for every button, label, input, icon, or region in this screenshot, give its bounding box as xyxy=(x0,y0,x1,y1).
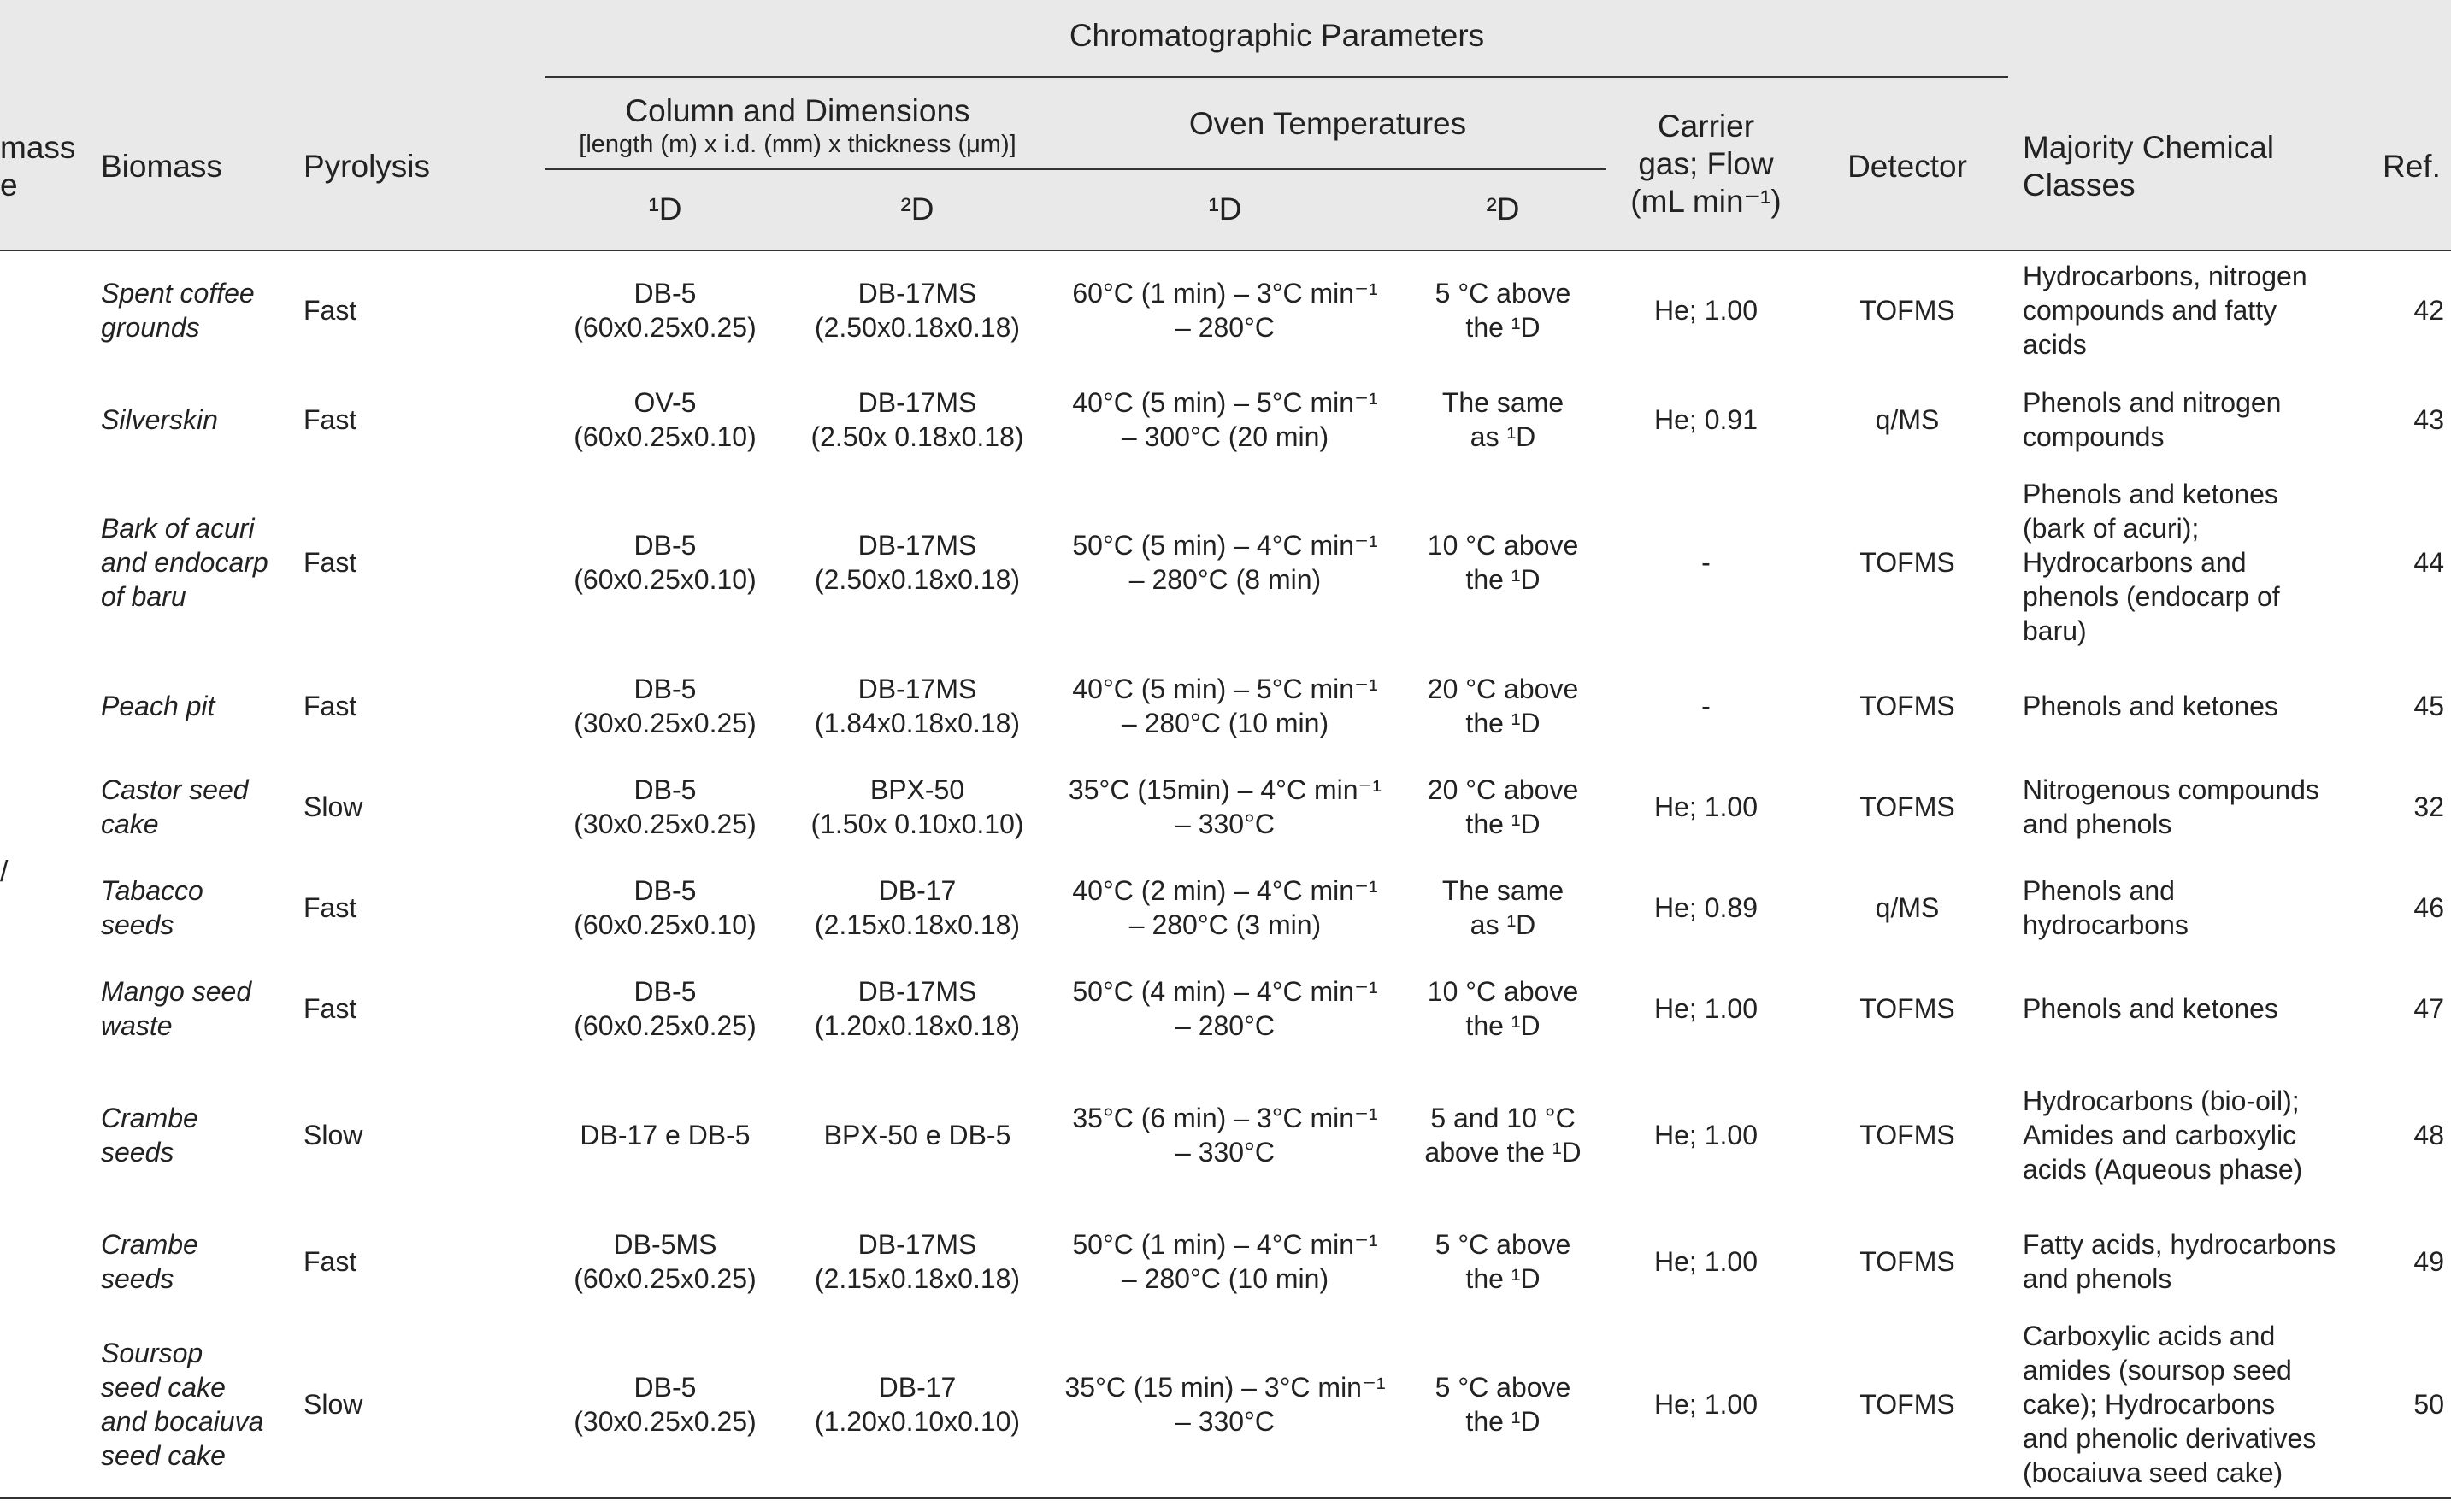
cell-line: compounds xyxy=(2023,421,2165,452)
cell-line: 5 °C above xyxy=(1435,1372,1571,1403)
cell-line: the ¹D xyxy=(1465,1263,1541,1294)
cell-line: – 300°C (20 min) xyxy=(1121,421,1329,452)
cell-text: 43 xyxy=(2413,404,2444,435)
cell-line: DB-17MS xyxy=(857,1229,977,1260)
cell-line: BPX-50 e DB-5 xyxy=(823,1120,1011,1150)
cell-line: (bark of acuri); xyxy=(2023,513,2200,544)
cell-line: Phenols and ketones xyxy=(2023,993,2278,1024)
cell-col-2d xyxy=(785,861,1050,955)
cell-ref xyxy=(2383,861,2451,955)
cell-oven-1d xyxy=(1050,962,1400,1056)
header-pyrolysis: Pyrolysis xyxy=(303,149,431,184)
cell-text: 47 xyxy=(2413,993,2444,1024)
cell-text: He; 1.00 xyxy=(1654,791,1758,822)
rule-header-bottom xyxy=(0,250,2451,251)
cell-line: – 280°C (8 min) xyxy=(1128,564,1322,595)
cell-text: He; 1.00 xyxy=(1654,1389,1758,1420)
cell-text: TOFMS xyxy=(1859,295,1955,326)
cell-carrier xyxy=(1606,1319,1806,1490)
cell-ref xyxy=(2383,1210,2451,1313)
cell-ref xyxy=(2383,255,2451,366)
cell-line: Hydrocarbons and xyxy=(2023,547,2247,578)
cell-text: - xyxy=(1701,547,1711,578)
cell-biomass xyxy=(101,1067,289,1203)
cell-line: waste xyxy=(101,1010,173,1041)
cell-line: DB-17MS xyxy=(857,530,977,561)
cell-line: Bark of acuri xyxy=(101,513,255,544)
cell-classes xyxy=(2023,368,2373,471)
cell-line: the ¹D xyxy=(1465,1010,1541,1041)
cell-line: 5 °C above xyxy=(1435,1229,1571,1260)
cell-col-1d xyxy=(545,659,785,753)
cell-text: TOFMS xyxy=(1859,993,1955,1024)
cell-line: – 280°C (10 min) xyxy=(1121,708,1329,738)
cell-line: 50°C (1 min) – 4°C min⁻¹ xyxy=(1072,1229,1378,1260)
cell-line: Peach pit xyxy=(101,691,215,721)
cell-col-2d xyxy=(785,659,1050,753)
cell-biomass xyxy=(101,659,289,753)
cell-col-1d xyxy=(545,255,785,366)
cell-detector xyxy=(1806,962,2008,1056)
cell-line: Tabacco xyxy=(101,875,203,906)
header-oven-temperatures: Oven Temperatures xyxy=(1188,106,1467,141)
cell-oven-1d xyxy=(1050,1210,1400,1313)
cell-detector xyxy=(1806,255,2008,366)
cell-line: DB-5 xyxy=(633,976,697,1007)
header-carrier-gas-flow: Carrier gas; Flow (mL min⁻¹) xyxy=(1630,109,1782,219)
cell-biomass xyxy=(101,1210,289,1313)
cell-text: He; 1.00 xyxy=(1654,993,1758,1024)
cell-text: 42 xyxy=(2413,295,2444,326)
cell-ref xyxy=(2383,760,2451,854)
cell-line: seeds xyxy=(101,1263,174,1294)
cell-text: Slow xyxy=(303,1120,363,1150)
cell-line: and phenolic derivatives xyxy=(2023,1423,2317,1454)
cell-line: DB-17 xyxy=(878,1372,957,1403)
cell-line: – 280°C (10 min) xyxy=(1121,1263,1329,1294)
cell-line: 20 °C above xyxy=(1427,774,1579,805)
cell-classes xyxy=(2023,861,2373,955)
cell-carrier xyxy=(1606,477,1806,648)
cell-line: Soursop xyxy=(101,1338,203,1368)
cell-line: – 330°C xyxy=(1175,809,1275,839)
cell-pyrolysis xyxy=(303,1067,474,1203)
cell-line: Amides and carboxylic xyxy=(2023,1120,2297,1150)
cell-pyrolysis xyxy=(303,962,474,1056)
cell-line: and endocarp xyxy=(101,547,268,578)
cell-oven-2d xyxy=(1400,962,1606,1056)
cell-col-2d xyxy=(785,962,1050,1056)
cell-line: (30x0.25x0.25) xyxy=(574,1406,757,1437)
cell-text: q/MS xyxy=(1875,892,1940,923)
cell-carrier xyxy=(1606,1210,1806,1313)
cell-ref xyxy=(2383,368,2451,471)
cell-biomass xyxy=(101,962,289,1056)
rule-table-bottom xyxy=(0,1497,2451,1499)
cell-line: 10 °C above xyxy=(1427,530,1579,561)
cell-text: - xyxy=(1701,691,1711,721)
cell-line: and phenols xyxy=(2023,1263,2172,1294)
header-biomass-type-partial: mass e xyxy=(0,130,76,203)
cell-line: (1.20x0.18x0.18) xyxy=(814,1010,1021,1041)
cell-line: 40°C (5 min) – 5°C min⁻¹ xyxy=(1072,674,1378,704)
cell-line: 5 and 10 °C xyxy=(1430,1103,1576,1133)
cell-line: 35°C (15 min) – 3°C min⁻¹ xyxy=(1064,1372,1386,1403)
cell-ref xyxy=(2383,1067,2451,1203)
cell-line: – 280°C (3 min) xyxy=(1128,909,1322,940)
cell-col-1d xyxy=(545,1319,785,1490)
cell-oven-1d xyxy=(1050,1319,1400,1490)
cell-text: q/MS xyxy=(1875,404,1940,435)
cell-col-1d xyxy=(545,368,785,471)
cell-detector xyxy=(1806,477,2008,648)
cell-line: DB-17MS xyxy=(857,674,977,704)
cell-ref xyxy=(2383,1319,2451,1490)
cell-text: TOFMS xyxy=(1859,791,1955,822)
cell-line: – 280°C xyxy=(1175,312,1275,343)
cell-line: (2.15x0.18x0.18) xyxy=(814,1263,1021,1294)
cell-col-2d xyxy=(785,368,1050,471)
cell-biomass xyxy=(101,477,289,648)
cell-line: OV-5 xyxy=(633,387,697,418)
cell-line: cake); Hydrocarbons xyxy=(2023,1389,2276,1420)
cell-carrier xyxy=(1606,368,1806,471)
cell-col-1d xyxy=(545,760,785,854)
cell-biomass xyxy=(101,861,289,955)
cell-line: (60x0.25x0.25) xyxy=(574,1263,757,1294)
cell-biomass xyxy=(101,1319,289,1490)
cell-oven-2d xyxy=(1400,861,1606,955)
cell-text: 48 xyxy=(2413,1120,2444,1150)
cell-text: TOFMS xyxy=(1859,547,1955,578)
cell-text: 50 xyxy=(2413,1389,2444,1420)
cell-line: (60x0.25x0.25) xyxy=(574,312,757,343)
header-oven-2d: ²D xyxy=(1486,191,1520,227)
cell-col-2d xyxy=(785,1319,1050,1490)
header-majority-chemical-classes: Majority Chemical Classes xyxy=(2023,130,2275,203)
cell-col-2d xyxy=(785,760,1050,854)
cell-detector xyxy=(1806,760,2008,854)
cell-line: seeds xyxy=(101,909,174,940)
cell-col-1d xyxy=(545,962,785,1056)
cell-pyrolysis xyxy=(303,659,474,753)
cell-line: DB-5 xyxy=(633,530,697,561)
cell-col-2d xyxy=(785,1210,1050,1313)
cell-carrier xyxy=(1606,861,1806,955)
cell-line: (60x0.25x0.10) xyxy=(574,421,757,452)
cell-oven-2d xyxy=(1400,368,1606,471)
cell-text: He; 1.00 xyxy=(1654,1120,1758,1150)
cell-line: 20 °C above xyxy=(1427,674,1579,704)
cell-detector xyxy=(1806,659,2008,753)
cell-col-1d xyxy=(545,477,785,648)
cell-line: (2.50x 0.18x0.18) xyxy=(810,421,1024,452)
cell-line: DB-5MS xyxy=(613,1229,717,1260)
cell-text: TOFMS xyxy=(1859,1389,1955,1420)
cell-line: Crambe xyxy=(101,1229,198,1260)
cell-text: He; 1.00 xyxy=(1654,295,1758,326)
cell-line: Crambe xyxy=(101,1103,198,1133)
cell-line: Fatty acids, hydrocarbons xyxy=(2023,1229,2336,1260)
cell-pyrolysis xyxy=(303,1319,474,1490)
cell-text: Slow xyxy=(303,791,363,822)
cell-line: hydrocarbons xyxy=(2023,909,2189,940)
cell-line: (2.50x0.18x0.18) xyxy=(814,564,1021,595)
cell-carrier xyxy=(1606,962,1806,1056)
cell-col-2d xyxy=(785,1067,1050,1203)
cell-oven-2d xyxy=(1400,1067,1606,1203)
cell-line: seed cake xyxy=(101,1440,226,1471)
cell-line: Carboxylic acids and xyxy=(2023,1321,2276,1351)
cell-line: phenols (endocarp of xyxy=(2023,581,2280,612)
cell-detector xyxy=(1806,368,2008,471)
cell-pyrolysis xyxy=(303,255,474,366)
cell-line: DB-17MS xyxy=(857,387,977,418)
cell-text: Fast xyxy=(303,547,357,578)
cell-line: Spent coffee xyxy=(101,278,255,309)
cell-text: Fast xyxy=(303,404,357,435)
cell-line: 10 °C above xyxy=(1427,976,1579,1007)
cell-line: Phenols and nitrogen xyxy=(2023,387,2282,418)
cell-oven-2d xyxy=(1400,477,1606,648)
cell-line: baru) xyxy=(2023,615,2087,646)
cell-line: 35°C (15min) – 4°C min⁻¹ xyxy=(1068,774,1382,805)
cell-line: and phenols xyxy=(2023,809,2172,839)
cell-pyrolysis xyxy=(303,1210,474,1313)
cell-pyrolysis xyxy=(303,477,474,648)
cell-line: (2.15x0.18x0.18) xyxy=(814,909,1021,940)
cell-line: compounds and fatty xyxy=(2023,295,2277,326)
cell-line: – 330°C xyxy=(1175,1406,1275,1437)
cell-text: Fast xyxy=(303,993,357,1024)
cell-detector xyxy=(1806,1067,2008,1203)
cell-line: and bocaiuva xyxy=(101,1406,264,1437)
cell-line: the ¹D xyxy=(1465,312,1541,343)
cell-line: DB-5 xyxy=(633,1372,697,1403)
cell-line: DB-5 xyxy=(633,875,697,906)
cell-classes xyxy=(2023,1210,2373,1313)
cell-pyrolysis xyxy=(303,368,474,471)
cell-col-2d xyxy=(785,255,1050,366)
cell-line: acids (Aqueous phase) xyxy=(2023,1154,2303,1185)
cell-oven-1d xyxy=(1050,659,1400,753)
cell-biomass xyxy=(101,368,289,471)
cell-line: (1.50x 0.10x0.10) xyxy=(810,809,1024,839)
cell-line: 35°C (6 min) – 3°C min⁻¹ xyxy=(1072,1103,1378,1133)
cell-biomass xyxy=(101,760,289,854)
cell-line: Phenols and ketones xyxy=(2023,479,2278,509)
cell-line: (1.20x0.10x0.10) xyxy=(814,1406,1021,1437)
cell-line: (30x0.25x0.25) xyxy=(574,708,757,738)
cell-line: 5 °C above xyxy=(1435,278,1571,309)
cell-text: He; 0.91 xyxy=(1654,404,1758,435)
cell-text: TOFMS xyxy=(1859,1246,1955,1277)
cell-line: DB-17MS xyxy=(857,278,977,309)
cell-classes xyxy=(2023,255,2373,366)
cell-line: (bocaiuva seed cake) xyxy=(2023,1457,2283,1488)
cell-text: TOFMS xyxy=(1859,1120,1955,1150)
cell-line: as ¹D xyxy=(1470,909,1536,940)
cell-line: DB-5 xyxy=(633,278,697,309)
cell-col-1d xyxy=(545,1210,785,1313)
cell-line: Phenols and xyxy=(2023,875,2175,906)
cell-line: (30x0.25x0.25) xyxy=(574,809,757,839)
cell-oven-2d xyxy=(1400,760,1606,854)
cell-text: Slow xyxy=(303,1389,363,1420)
cell-line: Mango seed xyxy=(101,976,252,1007)
cell-detector xyxy=(1806,861,2008,955)
cell-line: seeds xyxy=(101,1137,174,1168)
cell-text: 45 xyxy=(2413,691,2444,721)
cell-line: of baru xyxy=(101,581,186,612)
cell-line: The same xyxy=(1441,875,1564,906)
cell-col-2d xyxy=(785,477,1050,648)
cell-line: the ¹D xyxy=(1465,564,1541,595)
cell-classes xyxy=(2023,1319,2373,1490)
cell-carrier xyxy=(1606,255,1806,366)
cell-ref xyxy=(2383,659,2451,753)
cell-line: 50°C (4 min) – 4°C min⁻¹ xyxy=(1072,976,1378,1007)
header-column-dimensions: Column and Dimensions [length (m) x i.d. (mm) x thickness (μm)] xyxy=(579,93,1016,158)
cell-oven-2d xyxy=(1400,1319,1606,1490)
cell-line: 50°C (5 min) – 4°C min⁻¹ xyxy=(1072,530,1378,561)
cell-oven-1d xyxy=(1050,477,1400,648)
cell-biomass xyxy=(101,255,289,366)
header-column-1d: ¹D xyxy=(648,191,682,227)
cell-line: amides (soursop seed xyxy=(2023,1355,2292,1386)
cell-carrier xyxy=(1606,659,1806,753)
cell-oven-2d xyxy=(1400,255,1606,366)
cell-classes xyxy=(2023,659,2373,753)
cell-line: – 330°C xyxy=(1175,1137,1275,1168)
cell-text: Fast xyxy=(303,892,357,923)
cell-text: 32 xyxy=(2413,791,2444,822)
cell-text: He; 0.89 xyxy=(1654,892,1758,923)
cell-line: 40°C (2 min) – 4°C min⁻¹ xyxy=(1072,875,1378,906)
cell-line: (2.50x0.18x0.18) xyxy=(814,312,1021,343)
cell-line: DB-5 xyxy=(633,674,697,704)
cell-line: 40°C (5 min) – 5°C min⁻¹ xyxy=(1072,387,1378,418)
cell-line: Hydrocarbons, nitrogen xyxy=(2023,261,2307,291)
cell-oven-1d xyxy=(1050,255,1400,366)
cell-oven-2d xyxy=(1400,1210,1606,1313)
cell-col-1d xyxy=(545,861,785,955)
rule-column-oven xyxy=(545,168,1606,170)
cell-pyrolysis xyxy=(303,760,474,854)
cell-line: BPX-50 xyxy=(869,774,965,805)
cell-line: (60x0.25x0.10) xyxy=(574,564,757,595)
cell-classes xyxy=(2023,760,2373,854)
cell-col-1d xyxy=(545,1067,785,1203)
header-ref: Ref. xyxy=(2383,149,2441,184)
cell-carrier xyxy=(1606,760,1806,854)
cell-line: – 280°C xyxy=(1175,1010,1275,1041)
cell-pyrolysis xyxy=(303,861,474,955)
cell-oven-1d xyxy=(1050,368,1400,471)
cell-line: DB-5 xyxy=(633,774,697,805)
cell-line: 60°C (1 min) – 3°C min⁻¹ xyxy=(1072,278,1378,309)
cell-detector xyxy=(1806,1210,2008,1313)
cell-line: Hydrocarbons (bio-oil); xyxy=(2023,1085,2300,1116)
cell-detector xyxy=(1806,1319,2008,1490)
cell-carrier xyxy=(1606,1067,1806,1203)
cell-line: the ¹D xyxy=(1465,809,1541,839)
cell-text: Fast xyxy=(303,691,357,721)
cell-text: 46 xyxy=(2413,892,2444,923)
cell-line: as ¹D xyxy=(1470,421,1536,452)
cell-line: acids xyxy=(2023,329,2087,360)
cell-text: 44 xyxy=(2413,547,2444,578)
cell-oven-1d xyxy=(1050,861,1400,955)
cell-line: above the ¹D xyxy=(1424,1137,1582,1168)
header-biomass: Biomass xyxy=(101,149,222,184)
cell-line: seed cake xyxy=(101,1372,226,1403)
left-edge-mark: / xyxy=(0,856,9,888)
cell-ref xyxy=(2383,477,2451,648)
cell-line: (60x0.25x0.25) xyxy=(574,1010,757,1041)
cell-oven-1d xyxy=(1050,760,1400,854)
cell-line: (1.84x0.18x0.18) xyxy=(814,708,1021,738)
cell-line: Phenols and ketones xyxy=(2023,691,2278,721)
cell-oven-1d xyxy=(1050,1067,1400,1203)
cell-text: Fast xyxy=(303,1246,357,1277)
cell-classes xyxy=(2023,1067,2373,1203)
cell-classes xyxy=(2023,477,2373,648)
cell-text: He; 1.00 xyxy=(1654,1246,1758,1277)
cell-line: cake xyxy=(101,809,159,839)
cell-oven-2d xyxy=(1400,659,1606,753)
cell-line: the ¹D xyxy=(1465,708,1541,738)
rule-chromatographic-params xyxy=(545,76,2008,78)
cell-text: 49 xyxy=(2413,1246,2444,1277)
header-column-2d: ²D xyxy=(900,191,934,227)
cell-line: the ¹D xyxy=(1465,1406,1541,1437)
cell-text: Fast xyxy=(303,295,357,326)
header-chromatographic-parameters: Chromatographic Parameters xyxy=(1069,18,1485,53)
cell-line: (60x0.25x0.10) xyxy=(574,909,757,940)
cell-line: grounds xyxy=(101,312,200,343)
cell-line: DB-17 e DB-5 xyxy=(580,1120,751,1150)
cell-line: Nitrogenous compounds xyxy=(2023,774,2319,805)
cell-ref xyxy=(2383,962,2451,1056)
cell-line: DB-17MS xyxy=(857,976,977,1007)
cell-line: DB-17 xyxy=(878,875,957,906)
header-detector: Detector xyxy=(1847,149,1967,184)
header-oven-1d: ¹D xyxy=(1208,191,1242,227)
cell-line: Silverskin xyxy=(101,404,218,435)
cell-line: Castor seed xyxy=(101,774,249,805)
cell-line: The same xyxy=(1441,387,1564,418)
cell-text: TOFMS xyxy=(1859,691,1955,721)
cell-classes xyxy=(2023,962,2373,1056)
